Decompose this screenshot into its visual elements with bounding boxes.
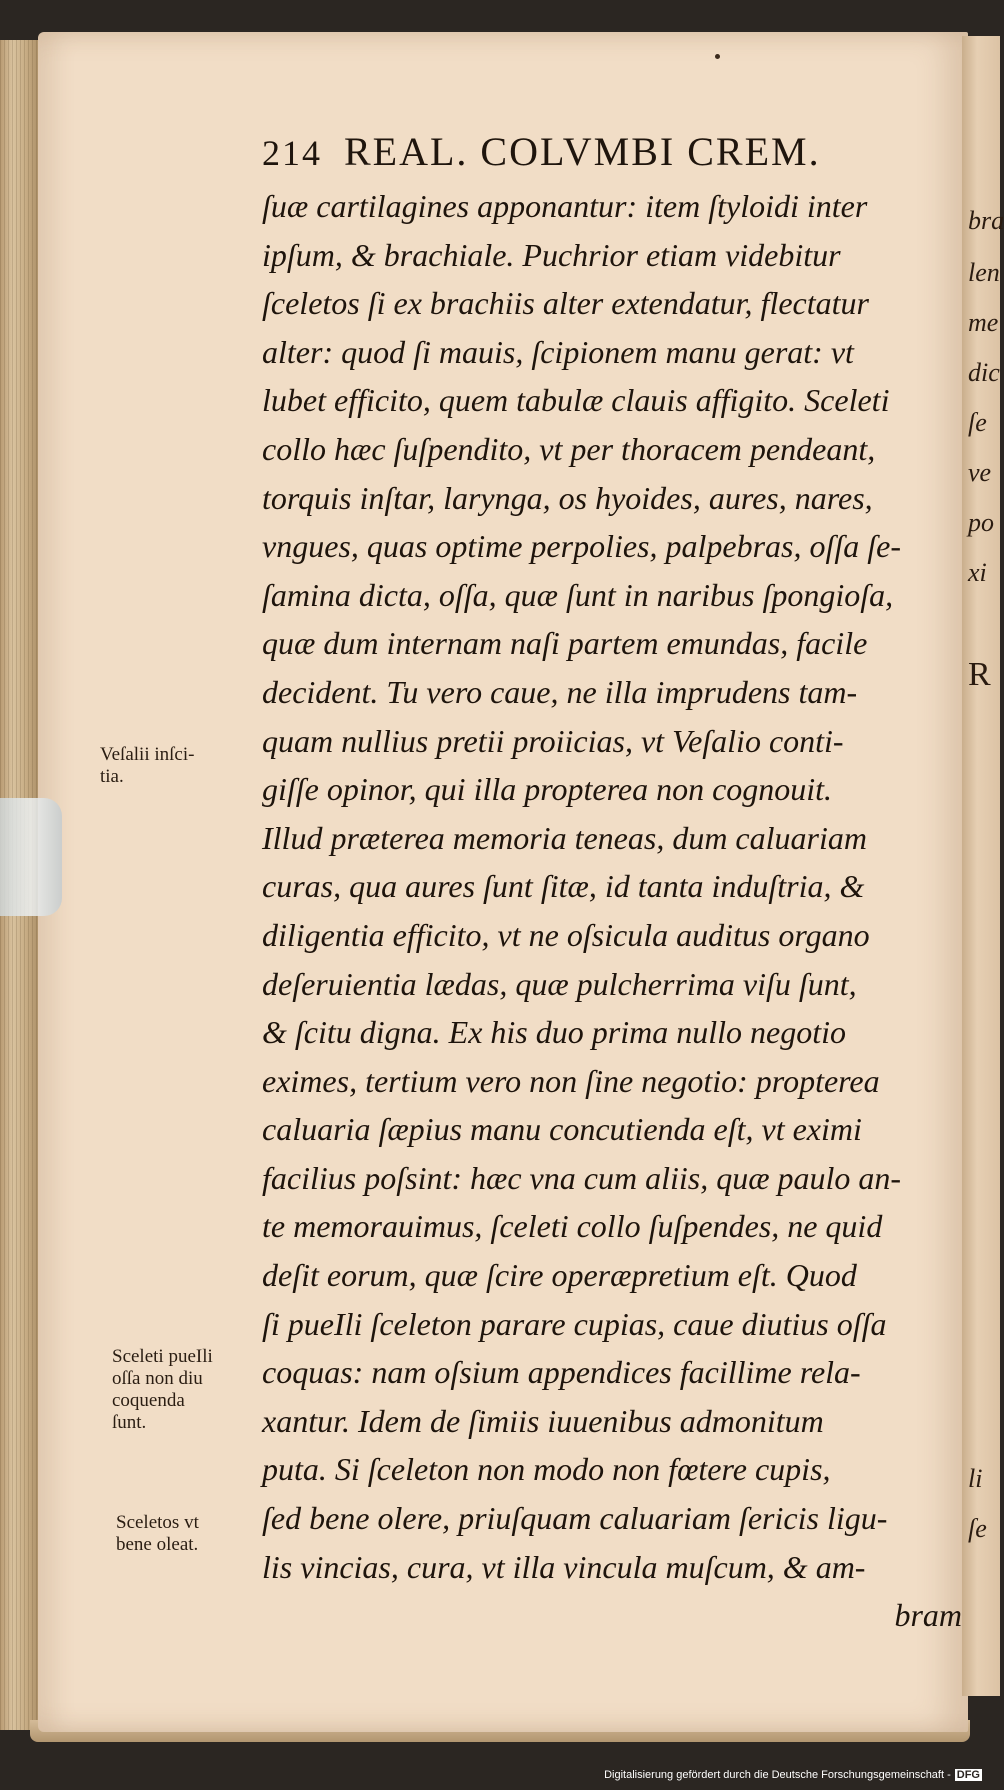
credit-text: Digitalisierung gefördert durch die Deutsche Forschungsgemeinschaft - [604, 1769, 951, 1781]
digitization-credit [604, 1769, 982, 1781]
facing-page-fragment: ve [968, 458, 992, 487]
text-line: giſſe opinor, qui illa propterea non cognouit. [262, 771, 833, 808]
text-line: Illud præterea memoria teneas, dum caluariam [262, 819, 867, 856]
text-line: quam nullius pretii proiicias, vt Veſalio conti- [262, 722, 844, 759]
margin-note-vesalius [100, 744, 194, 788]
facing-page-fragment: po [968, 508, 994, 537]
ink-dot [715, 54, 720, 59]
text-line: xantur. Idem de ſimiis iuuenibus admonitum [262, 1402, 824, 1439]
text-line: ipſum, & brachiale. Puchrior etiam videbitur [262, 236, 841, 273]
facing-page-fragment: ſe [968, 1514, 987, 1543]
text-line: eximes, tertium vero non ſine negotio: propterea [262, 1062, 880, 1099]
text-line: torquis inſtar, larynga, os hyoides, aures, nares, [262, 479, 873, 516]
text-line: facilius poſsint: hæc vna cum aliis, quæ paulo an- [262, 1159, 902, 1196]
text-line: diligentia efficito, vt ne oſsicula auditus organo [262, 916, 870, 953]
running-title: REAL. COLVMBI CREM. [344, 129, 821, 174]
text-line: ſi pueIli ſceleton parare cupias, caue diutius oſſa [262, 1305, 887, 1342]
text-line: coquas: nam oſsium appendices facillime rela- [262, 1354, 861, 1391]
facing-page-fragment: ſe [968, 408, 987, 437]
page-clip [0, 798, 62, 916]
text-line: deſeruientia lædas, quæ pulcherrima viſu ſunt, [262, 965, 857, 1002]
text-line: decident. Tu vero caue, ne illa imprudens tam- [262, 673, 858, 710]
main-text-block [262, 182, 968, 1640]
running-header [262, 128, 821, 175]
text-line: puta. Si ſceleton non modo non fœtere cupis, [262, 1451, 831, 1488]
text-line: ſamina dicta, oſſa, quæ ſunt in naribus ſpongioſa, [262, 576, 894, 613]
facing-page-fragment: li [968, 1464, 983, 1493]
facing-page-fragment: xi [968, 558, 987, 587]
margin-note-line: Veſalii inſci- [100, 744, 195, 765]
text-line: & ſcitu digna. Ex his duo prima nullo negotio [262, 1014, 846, 1051]
margin-note-line: ſunt. [112, 1412, 147, 1433]
margin-note-line: bene oleat. [116, 1534, 199, 1555]
margin-note-line: tia. [100, 766, 124, 787]
facing-page-fragment: me [968, 308, 999, 337]
text-line: ſuæ cartilagines apponantur: item ſtyloidi inter [262, 188, 868, 224]
text-line: caluaria ſæpius manu concutienda eſt, vt eximi [262, 1111, 862, 1148]
facing-page-fragment: bra [968, 206, 1004, 235]
margin-note-line: oſſa non diu [112, 1368, 203, 1389]
margin-note-boy-skeleton [112, 1346, 213, 1434]
text-line: ſceletos ſi ex brachiis alter extendatur, flectatur [262, 285, 869, 322]
text-line: te memorauimus, ſceleti collo ſuſpendes, ne quid [262, 1208, 883, 1245]
page-number: 214 [262, 133, 322, 173]
margin-note-line: Sceletos vt [116, 1512, 199, 1533]
text-line: collo hæc ſuſpendito, vt per thoracem pendeant, [262, 430, 876, 467]
margin-note-line: Sceleti pueIli [112, 1346, 213, 1367]
facing-page-fragment: R [968, 656, 991, 693]
text-line: vngues, quas optime perpolies, palpebras, oſſa ſe- [262, 528, 902, 565]
text-line: alter: quod ſi mauis, ſcipionem manu gerat: vt [262, 333, 854, 370]
catchword: bram [894, 1597, 962, 1634]
facing-page-fragment: dic [968, 358, 1000, 387]
text-line: lubet efficito, quem tabulæ clauis affigito. Sceleti [262, 382, 890, 419]
facing-page-fragment: len [968, 258, 1000, 287]
text-line: lis vincias, cura, vt illa vincula muſcum, & am- [262, 1548, 866, 1585]
dfg-logo: DFG [956, 1769, 980, 1781]
text-line: ſed bene olere, priuſquam caluariam ſericis ligu- [262, 1500, 888, 1537]
margin-note-line: coquenda [112, 1390, 185, 1411]
text-line: quæ dum internam naſi partem emundas, facile [262, 625, 868, 662]
text-line: curas, qua aures ſunt ſitæ, id tanta induſtria, & [262, 868, 865, 905]
margin-note-smell [116, 1512, 199, 1556]
text-line: deſit eorum, quæ ſcire operæpretium eſt. Quod [262, 1257, 857, 1294]
